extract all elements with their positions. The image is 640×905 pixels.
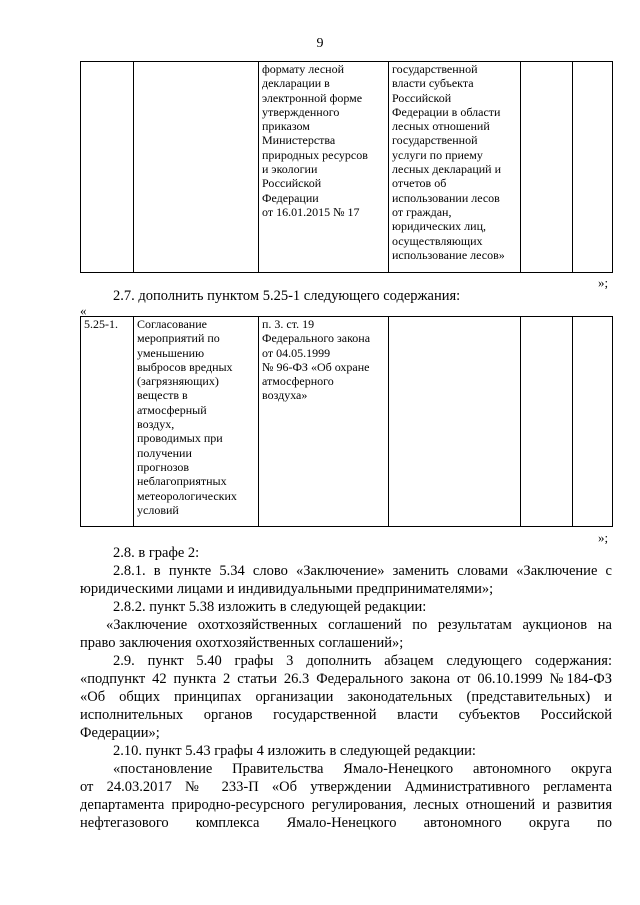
authority-line: отчетов об [392,176,447,191]
legal-basis-line: Федерации [262,190,319,205]
paragraph: «Заключение охотхозяйственных соглашений по результатам аукционов на [106,617,612,633]
service-name-line: воздух, [137,417,175,432]
service-name-line: Согласование [137,317,207,331]
authority-line: Федерации в области [392,104,501,119]
authority-line: власти субъекта [392,76,474,91]
legal-basis-line: воздуха» [262,388,308,403]
paragraph: 2.8.2. пункт 5.38 изложить в следующей редакции: [113,599,427,615]
legal-basis-line: и экологии [262,162,318,177]
table-cell [134,62,259,273]
paragraph-continuation: от 24.03.2017 № 233-П «Об утверждении Административного регламента [80,779,612,795]
authority-line: лесных деклараций и [392,162,502,177]
paragraph-continuation: юридическими лицами и индивидуальными предпринимателями»; [80,581,494,597]
paragraph: 2.7. дополнить пунктом 5.25-1 следующего содержания: [113,288,461,304]
opening-quote: « [80,303,87,318]
table-cell [573,317,613,527]
table-cell [521,62,573,273]
service-name-line: (загрязняющих) [137,374,219,389]
table-cell [259,317,389,527]
paragraph-continuation: нефтегазового комплекса Ямало-Ненецкого автономного округа по [80,815,612,831]
closing-quote: »; [598,530,609,545]
authority-line: государственной [392,133,478,148]
authority-line: осуществляющих [392,233,483,248]
table-cell [573,62,613,273]
table-cell [389,317,521,527]
closing-quote: »; [598,275,609,290]
table-row [81,62,613,273]
paragraph-continuation: «Об общих принципах организации законодательных (представительных) и [80,689,612,705]
authority-line: государственной [392,62,478,76]
authority-line: использовании лесов [392,190,500,205]
item-number: 5.25-1. [84,317,118,331]
authority-line: Российской [392,90,452,105]
paragraph-continuation: департамента природно-ресурсного регулирования, лесных отношений и развития [80,797,612,813]
legal-basis-line: Министерства [262,133,336,148]
authority-line: юридических лиц, [392,219,486,234]
authority-line: использование лесов» [392,247,505,262]
authority-line: от граждан, [392,204,452,219]
legal-basis-line: Федерального закона [262,331,371,346]
paragraph: 2.9. пункт 5.40 графы 3 дополнить абзацем следующего содержания: [113,653,612,669]
paragraph-continuation: право заключения охотхозяйственных соглашений»; [80,635,404,651]
service-name-line: неблагоприятных [137,474,227,489]
paragraph-continuation: исполнительных органов государственной власти субъектов Российской [80,707,612,723]
table-cell [81,317,134,527]
service-name-line: атмосферный [137,402,207,417]
table-continuation [80,61,613,273]
legal-basis-line: формату лесной [262,62,344,76]
page-number: 9 [316,36,324,51]
legal-basis-line: Российской [262,176,322,191]
legal-basis-line: декларации в [262,76,330,91]
legal-basis-line: атмосферного [262,374,334,389]
service-name-line: метеорологических [137,488,237,503]
table-row [81,317,613,527]
table-cell [259,62,389,273]
service-name-line: прогнозов [137,459,190,474]
legal-basis-line: от 16.01.2015 № 17 [262,204,360,219]
service-name-line: уменьшению [137,345,205,360]
paragraph: 2.8.1. в пункте 5.34 слово «Заключение» заменить словами «Заключение с [113,563,612,579]
service-name-line: получении [137,445,192,460]
paragraph-continuation: Федерации»; [80,725,160,741]
service-name-line: веществ в [137,388,188,403]
table-cell [521,317,573,527]
authority-line: услуги по приему [392,147,483,162]
paragraph-continuation: «подпункт 42 пункта 2 статьи 26.3 Федерального закона от 06.10.1999 №184-ФЗ [80,671,612,687]
table-new-row [80,316,613,527]
paragraph: 2.8. в графе 2: [113,545,200,561]
table-cell [81,62,134,273]
paragraph: «постановление Правительства Ямало-Ненецкого автономного округа [113,761,612,777]
authority-line: лесных отношений [392,119,490,134]
legal-basis-line: № 96-ФЗ «Об охране [262,359,370,374]
legal-basis-line: от 04.05.1999 [262,345,331,360]
service-name-line: условий [137,502,179,517]
legal-basis-line: п. 3. ст. 19 [262,317,315,331]
service-name-line: выбросов вредных [137,359,233,374]
legal-basis-line: природных ресурсов [262,147,368,162]
table-cell [134,317,259,527]
legal-basis-line: приказом [262,119,310,134]
service-name-line: мероприятий по [137,331,220,346]
service-name-line: проводимых при [137,431,223,446]
table-cell [389,62,521,273]
legal-basis-line: утвержденного [262,104,340,119]
paragraph: 2.10. пункт 5.43 графы 4 изложить в следующей редакции: [113,743,476,759]
legal-basis-line: электронной форме [262,90,363,105]
